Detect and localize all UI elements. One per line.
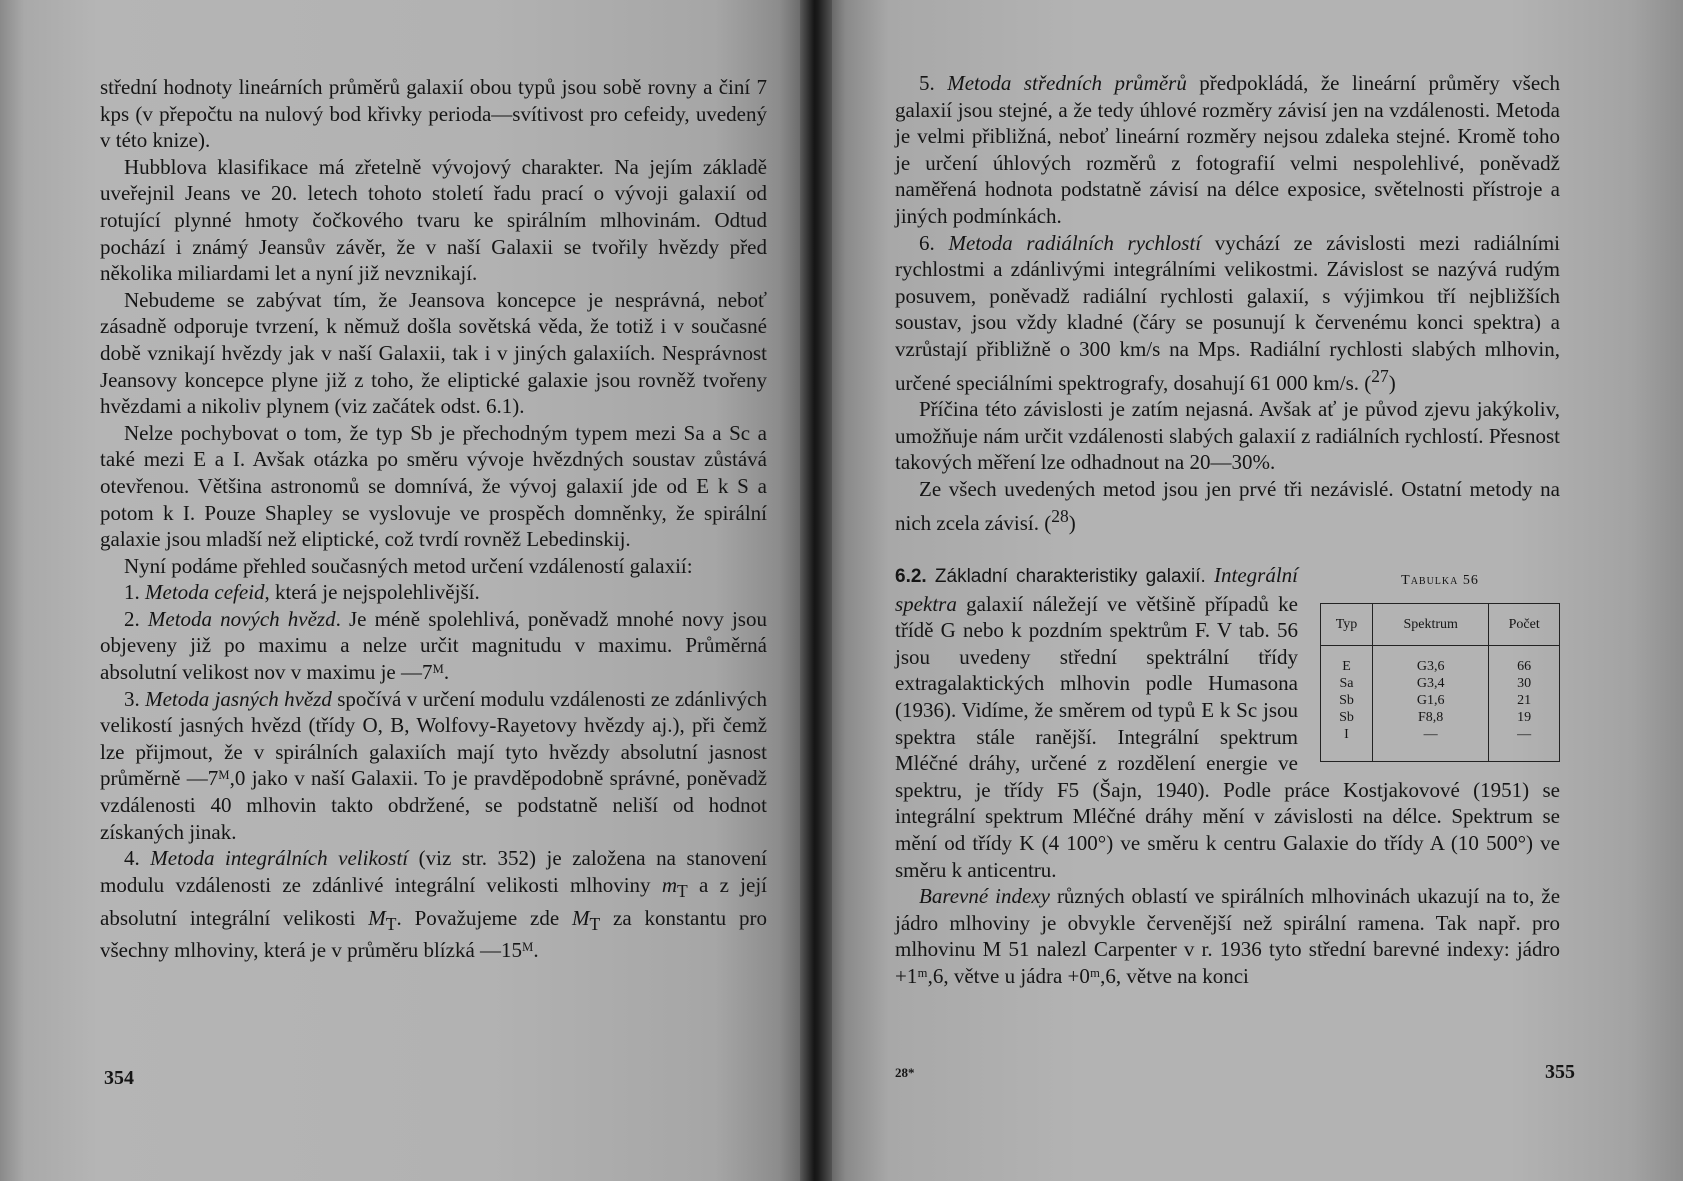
left-page <box>0 0 812 1181</box>
text-run: Nelze pochybovat o tom, že typ Sb je přechodným typem mezi Sa a Sc a také mezi E a I. Avšak otázka po směru vývoje hvězdných soustav zůstává otevřenou. Většina astronomů se domnívá, že vývoj galaxií jde od E k S a potom k I. Pouze Shapley se vyslovuje ve prospěch domněnky, že spirální galaxie jsou mladší než eliptické, což tvrdí rovněž Lebedinskij. <box>100 420 767 552</box>
table-cell: E <box>1321 645 1373 675</box>
section-title: Základní charakteristiky galaxií. <box>934 566 1206 588</box>
left-page-text <box>100 74 767 964</box>
text-run: Nyní podáme přehled současných metod určení vzdáleností galaxií: <box>124 553 693 578</box>
text-run: 2. <box>124 606 148 631</box>
text-run: ) <box>1068 510 1076 535</box>
text-run: různých oblastí ve spirálních mlhovinách ukazují na to, že jádro mlhoviny je obvykle červenější než spirální ramena. Tak např. pro mlhovinu M 51 nalezl Carpenter v r. 1936 tyto střední barevné indexy: jádro +1ᵐ,6, větve u jádra +0ᵐ,6, větve na konci <box>895 884 1561 988</box>
text-run: , která je nejspolehlivější. <box>264 580 480 605</box>
page-number-left: 354 <box>104 1067 134 1089</box>
paragraph-lp8 <box>100 686 767 846</box>
table-cell: 66 <box>1489 645 1560 675</box>
table-cell: — <box>1373 726 1489 762</box>
italic-run: Metoda středních průměrů <box>947 71 1187 95</box>
paragraph-lp3 <box>100 287 767 420</box>
table-header-spektrum: Spektrum <box>1373 603 1489 645</box>
paragraph-lp7 <box>100 606 767 686</box>
subscript: T <box>589 913 601 934</box>
text-run: 6. <box>919 230 949 255</box>
table-cell: Sb <box>1321 709 1373 726</box>
text-run: spočívá v určení modulu vzdálenosti ze zdánlivých velikostí jasných hvězd (třídy O, B, Wolfovy-Rayetovy hvězdy aj.), při čemž lze přijmout, že v spirálních galaxiích mají tyto hvězdy absolutní jasnost průměrně —7ᴹ,0 jako v naší Galaxii. To je pravděpodobně správné, poněvadž vzdálenosti 40 mlhovin takto obdržené, se podstatně neliší od hodnot získaných jinak. <box>100 686 767 844</box>
italic-run: Metoda radiálních rychlostí <box>948 230 1202 255</box>
footnote-ref: 27 <box>1371 365 1389 386</box>
text-run: Nebudeme se zabývat tím, že Jeansova koncepce je nesprávná, neboť zásadně odporuje tvrzení, k němuž došla sovětská věda, že totiž i v současné době vznikají hvězdy jak v naší Galaxii, tak i v jiných galaxiích. Nesprávnost Jeansovy koncepce plyne již z toho, že eliptické galaxie jsou rovněž tvořeny hvězdami a nikoliv plynem (viz začátek odst. 6.1). <box>100 287 767 419</box>
table-header-row <box>1321 603 1560 645</box>
italic-run: M <box>572 905 590 930</box>
signature-mark: 28* <box>895 1065 915 1080</box>
subscript: T <box>385 913 397 934</box>
table-cell: G1,6 <box>1373 692 1489 709</box>
text-run: (viz str. 352) je založena na stanovení modulu vzdálenosti ze zdánlivé integrální velikosti mlhoviny <box>100 846 768 897</box>
table-row <box>1321 692 1560 709</box>
right-page <box>820 0 1683 1181</box>
text-run: Příčina této závislosti je zatím nejasná. Avšak ať je původ zjevu jakýkoliv, umožňuje nám určit vzdálenosti slabých galaxií z radiálních rychlostí. Přesnost takových měření lze odhadnout na 20—30%. <box>895 397 1560 475</box>
text-run: a z její absolutní integrální velikosti <box>100 872 767 930</box>
table-caption: Tabulka 56 <box>1401 573 1479 589</box>
table-row <box>1321 709 1560 726</box>
page-number-right: 355 <box>1545 1061 1575 1083</box>
text-run: . Je méně spolehlivá, poněvadž mnohé novy jsou objeveny již po maximu a nelze určit magnitudu v maximu. Průměrná absolutní velikost nov v maximu je —7ᴹ. <box>100 606 767 685</box>
section-paragraphs <box>895 883 1560 989</box>
table-row <box>1321 726 1560 762</box>
text-run: . Považujeme zde <box>396 905 573 930</box>
paragraph-rp6 <box>895 883 1560 989</box>
text-run: ) <box>1388 370 1396 395</box>
text-run: Hubblova klasifikace má zřetelně vývojový charakter. Na jejím základě uveřejnil Jeans ve 20. letech tohoto století řadu prací o vývoji galaxií od rotující plynné hmoty čočkového tvaru ke spirálním mlhovinám. Odtud pochází i známý Jeansův závěr, že v naší Galaxii se tvořily hvězdy před několika miliardami let a nyní již nevznikají. <box>100 154 767 286</box>
right-page-text <box>895 70 1560 990</box>
text-run: 4. <box>124 846 151 871</box>
section-6-2-paragraph <box>895 562 1560 883</box>
text-run: střední hodnoty lineárních průměrů galaxií obou typů jsou sobě rovny a činí 7 kps (v přepočtu na nulový bod křivky perioda—svítivost pro cefeidy, uvedený v této knize). <box>100 75 767 153</box>
section-number: 6.2. <box>895 566 927 588</box>
paragraph-lp6 <box>100 579 767 606</box>
italic-run: Metoda integrálních velikostí <box>150 846 409 871</box>
italic-run: Barevné indexy <box>919 884 1050 909</box>
table-cell: 19 <box>1489 709 1560 726</box>
text-run: 1. <box>124 580 145 605</box>
table-cell: — <box>1489 726 1560 762</box>
paragraph-lp5 <box>100 553 767 580</box>
text-run: předpokládá, že lineární průměry všech galaxií jsou stejné, a že tedy úhlové rozměry závisí jen na vzdálenosti. Metoda je velmi přibližná, neboť lineární rozměry nejsou zdaleka stejné. Kromě toho je určení úhlových rozměrů z fotografií velmi nespolehlivé, poněvadž naměřená hodnota podstatně závisí na délce exposice, světelnosti přístroje a jiných podmínkách. <box>895 71 1560 228</box>
text-run: Ze všech uvedených metod jsou jen prvé tři nezávislé. Ostatní metody na nich zcela závisí. ( <box>895 476 1560 535</box>
paragraph-lp2 <box>100 154 767 287</box>
paragraph-rp3 <box>895 396 1560 476</box>
text-run: 3. <box>124 686 146 711</box>
footnote-ref: 28 <box>1051 505 1069 526</box>
italic-run: m <box>661 872 677 897</box>
paragraph-lp1 <box>100 74 767 154</box>
table-cell: G3,4 <box>1373 675 1489 692</box>
italic-run: M <box>368 905 386 930</box>
table-header-typ: Typ <box>1321 603 1373 645</box>
table-cell: 30 <box>1489 675 1560 692</box>
table-cell: F8,8 <box>1373 709 1489 726</box>
paragraph-lp4 <box>100 420 767 553</box>
book-gutter <box>800 0 832 1181</box>
table-56-grid <box>1320 603 1560 762</box>
paragraph-lp9 <box>100 845 767 964</box>
italic-run: Metoda jasných hvězd <box>145 686 332 711</box>
paragraph-rp4 <box>895 476 1560 536</box>
table-cell: 21 <box>1489 692 1560 709</box>
table-cell: Sa <box>1321 675 1373 692</box>
right-paragraphs <box>895 70 1560 536</box>
table-row <box>1321 645 1560 675</box>
italic-run: Metoda cefeid <box>145 580 265 605</box>
table-row <box>1321 675 1560 692</box>
table-cell: Sb <box>1321 692 1373 709</box>
table-cell: G3,6 <box>1373 645 1489 675</box>
table-56 <box>1320 568 1560 762</box>
paragraph-rp1 <box>895 70 1560 230</box>
text-run: za konstantu pro všechny mlhoviny, která je v průměru blízká —15ᴹ. <box>100 905 767 963</box>
text-run: 5. <box>919 71 948 95</box>
table-header-pocet: Počet <box>1489 603 1560 645</box>
text-run: vychází ze závislosti mezi radiálními rychlostmi a zdánlivými integrálními velikostmi. Závislost se nazývá rudým posuvem, poněvadž radiální rychlosti galaxií, s výjimkou tří nejbližších soustav, jsou vždy kladné (čáry se posunují k červenému konci spektra) a vzrůstají přibližně o 300 km/s na Mps. Radiální rychlosti slabých mlhovin, určené speciálními spektrografy, dosahují 61 000 km/s. ( <box>895 230 1561 395</box>
paragraph-rp2 <box>895 230 1560 397</box>
text-run: galaxií náležejí ve většině případů ke třídě G nebo k pozdním spektrům F. V tab. 56 jsou uvedeny střední spektrální třídy extragalaktických mlhovin podle Humasona (1936). Vidíme, že směrem od typů E k Sc jsou spektra stále ranější. Integrální spektrum Mléčné dráhy, určené z rozdělení energie ve spektru, je třídy F5 (Šajn, 1940). Podle práce Kostjakovové (1951) se integrální spektrum Mléčné dráhy mění v závislosti na délce. Spektrum se mění od třídy K (4 100°) ve směru k centru Galaxie do třídy A (10 500°) ve směru k anticentru. <box>895 591 1560 882</box>
italic-run: Metoda nových hvězd <box>147 606 336 631</box>
subscript: T <box>677 881 688 901</box>
table-cell: I <box>1321 726 1373 762</box>
italic-run: Integrální spektra <box>895 563 1298 616</box>
